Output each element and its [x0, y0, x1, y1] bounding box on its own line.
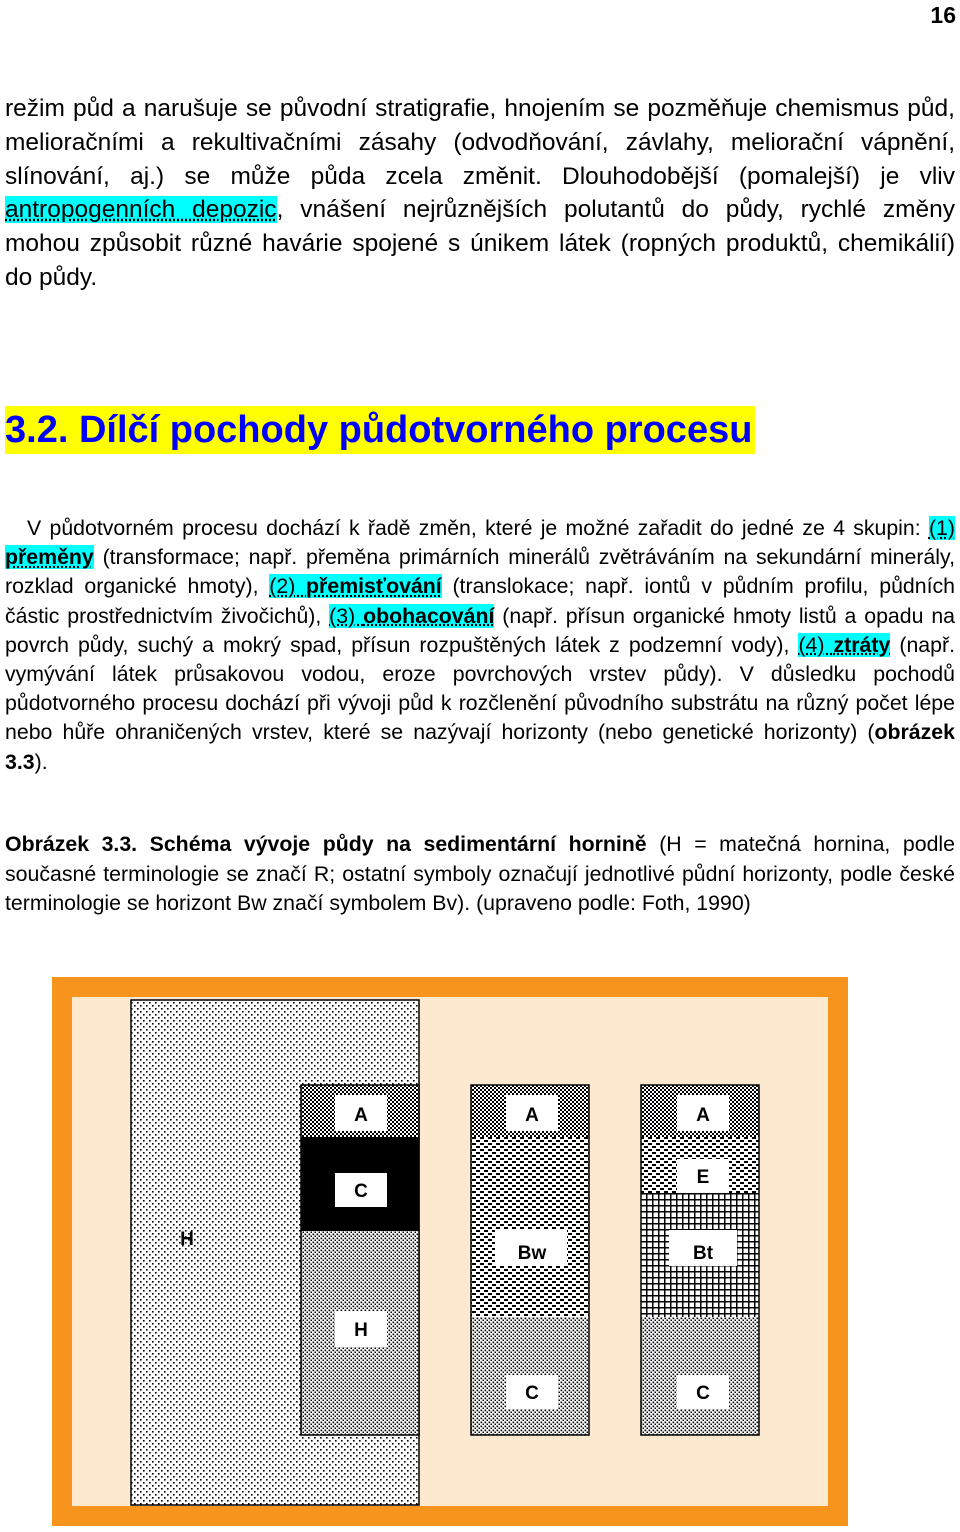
- section-heading: 3.2. Dílčí pochody půdotvorného procesu: [5, 406, 755, 454]
- horizon-label: C: [525, 1383, 539, 1404]
- profile-column-3: [471, 1085, 589, 1435]
- text-span: (transformace; např. přeměna primárních minerálů zvětráváním na sekundární minerály, rozklad organické hmoty),: [5, 545, 955, 599]
- soil-profile-diagram: [52, 977, 848, 1526]
- group-2: (2) přemisťování: [269, 574, 442, 599]
- text-span: (např. přísun organické hmoty listů a opadu na povrch půdy, suchý a mokrý spad, přísun rozpuštěných látek z podzemní vody),: [5, 603, 956, 657]
- profile-column-2: [301, 1085, 419, 1435]
- group-1: (1) přeměny: [5, 516, 955, 570]
- highlighted-term: antropogenních depozic: [5, 196, 277, 224]
- caption-text: (H = matečná hornina, podle současné terminologie se značí R; ostatní symboly označují jednotlivé půdní horizonty, podle české terminologie se horizont Bw značí symbolem Bv). (upraveno podle: Foth, 1990): [5, 832, 955, 915]
- caption-label: Obrázek 3.3. Schéma vývoje půdy na sedimentární hornině: [5, 832, 647, 856]
- group-4: (4) ztráty: [798, 632, 891, 657]
- horizon-label: C: [696, 1383, 710, 1404]
- horizon-label: A: [354, 1105, 368, 1126]
- horizon-label: H: [354, 1320, 368, 1341]
- soil-profile-figure: [52, 977, 848, 1526]
- figure-reference: obrázek 3.3: [5, 720, 955, 774]
- horizon-label: H: [180, 1229, 194, 1250]
- horizon-label: A: [525, 1105, 539, 1126]
- text-span: V půdotvorném procesu dochází k řadě změn, které je možné zařadit do jedné ze 4 skupin:: [27, 516, 929, 540]
- profile-column-4: [641, 1085, 759, 1435]
- figure-caption: [5, 830, 955, 919]
- text-span: , vnášení nejrůznějších polutantů do půdy, rychlé změny mohou způsobit různé havárie spojené s únikem látek (ropných produktů, chemikálií) do půdy.: [5, 196, 955, 291]
- horizon-label: E: [696, 1167, 710, 1188]
- horizon-label: Bw: [517, 1243, 547, 1264]
- horizon-label: A: [696, 1105, 710, 1126]
- group-3: (3) obohacování: [329, 603, 495, 628]
- text-span: (translokace; např. iontů v půdním profilu, půdních částic prostřednictvím živočichů),: [5, 574, 956, 628]
- paragraph-intro: [5, 92, 955, 295]
- horizon-label: Bt: [692, 1243, 714, 1264]
- horizon-label: C: [354, 1181, 368, 1202]
- text-span: režim půd a narušuje se původní stratigrafie, hnojením se pozměňuje chemismus půd, melioračními a rekultivačními zásahy (odvodňování, závlahy, meliorační vápnění, slínování, aj.) se může půda zcela změnit. Dlouhodobější (pomalejší) je vliv: [5, 95, 955, 190]
- text-span: ).: [34, 749, 48, 774]
- paragraph-processes: [5, 514, 955, 777]
- text-span: (např. vymývání látek průsakovou vodou, eroze povrchových vrstev půdy). V důsledku pochodů půdotvorného procesu dochází při vývoji půd k rozčlenění původního substrátu na různý počet lépe nebo hůře ohraničených vrstev, které se nazývají horizonty (nebo genetické horizonty) (: [5, 632, 955, 745]
- page-number: 16: [930, 2, 956, 28]
